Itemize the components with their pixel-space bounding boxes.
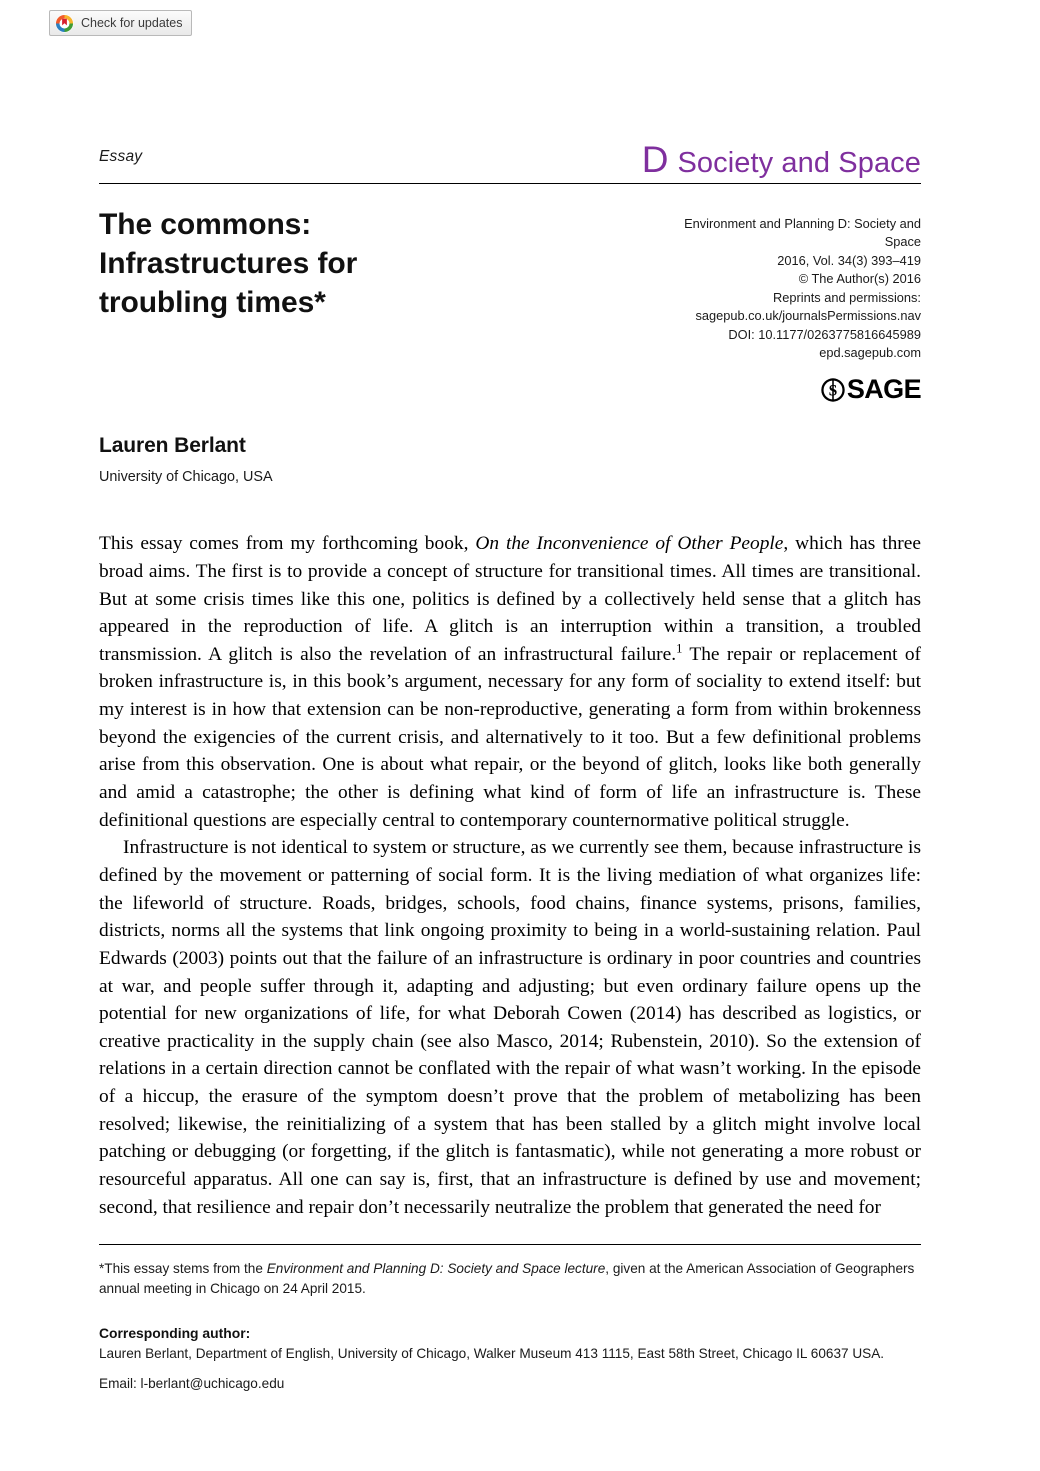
masthead-journal-line2: Space [884,234,921,250]
corresponding-author-email[interactable]: Email: l-berlant@uchicago.edu [99,1376,285,1392]
author-affiliation: University of Chicago, USA [99,468,273,485]
header-divider [99,183,921,184]
sage-publisher-logo [653,376,921,403]
journal-logo-letter-d: D [641,139,669,180]
masthead-doi[interactable]: DOI: 10.1177/0263775816645989 [728,326,921,342]
footnote-asterisk [99,1259,921,1299]
title-line-1: The commons: [99,208,312,241]
article-body [99,530,921,1221]
body-paragraph-1 [99,530,921,834]
masthead-volume: 2016, Vol. 34(3) 393–419 [777,252,921,268]
article-page [99,0,921,1394]
footnote-pre: *This essay stems from the [99,1261,267,1277]
p1-post-italic: , which has three broad aims. The first is to provide a concept of structure for transitional times. All times are transitional. But at some crisis times like this one, politics is defined by a collectively held sense that a glitch has appeared in the reproduction of life. A glitch is an interruption within a transition, a troubled transmission. A glitch is also the revelation of an infrastructural failure. [99,533,921,665]
svg-text:S: S [828,382,838,400]
p1-pre-italic: This essay comes from my forthcoming book, [99,533,476,555]
journal-masthead [653,205,921,403]
sage-logo-mark [820,376,921,403]
author-name: Lauren Berlant [99,434,246,458]
title-line-2: Infrastructures for [99,247,358,280]
title-line-3: troubling times* [99,286,326,319]
journal-logo-wordmark: Society and Space [677,147,921,179]
crossmark-icon [55,14,74,33]
masthead-journal-name [653,215,921,252]
masthead-site[interactable]: epd.sagepub.com [819,344,921,360]
masthead-copyright: © The Author(s) 2016 [798,271,921,287]
sage-wordmark: SAGE [846,374,921,405]
footnote-post: , given at the American Association of Geographers annual meeting in Chicago on 24 April 2015. [99,1261,915,1297]
journal-header [99,141,921,183]
journal-logo [642,141,921,178]
author-block [99,433,921,486]
p1-book-title: On the Inconvenience of Other People [475,533,784,555]
masthead-reprints-url[interactable]: sagepub.co.uk/journalsPermissions.nav [695,308,921,324]
footnote-divider [99,1244,921,1245]
footnote-marker-1[interactable]: 1 [676,641,683,656]
footnote-section [99,1259,921,1299]
sage-circle-s-icon [820,377,846,403]
footnote-lecture-title: Environment and Planning D: Society and Space lecture [266,1261,606,1277]
article-type-kicker: Essay [99,148,143,165]
title-and-masthead [99,205,921,403]
masthead-journal-line1: Environment and Planning D: Society and [684,216,921,231]
masthead-reprints-label: Reprints and permissions: [773,289,921,305]
p1-tail: The repair or replacement of broken infrastructure is, in this book’s argument, necessary for any form of sociality to extend itself: but my interest is in how that extension can be non-reproductive, generating a form from within brokenness beyond the exigencies of the current crisis, and alternatively to it too. But a few definitional problems arise from this observation. One is about what repair, or the beyond of glitch, looks like both generally and amid a catastrophe; the other is defining what kind of form of life an infrastructure is. These definitional questions are especially central to contemporary counternormative political struggle. [99,643,921,831]
body-paragraph-2: Infrastructure is not identical to system or structure, as we currently see them, because infrastructure is defined by the movement or patterning of social form. It is the living mediation of what organizes life: the lifeworld of structure. Roads, bridges, schools, food chains, finance systems, prisons, families, districts, norms all the systems that link ongoing proximity to being in a world-sustaining relation. Paul Edwards (2003) points out that the failure of an infrastructure is ordinary in poor countries and countries at war, and people suffer through it, adapting and adjusting; but even ordinary failure opens up the potential for new organizations of life, for what Deborah Cowen (2014) has described as logistics, or creative practicality in the supply chain (see also Masco, 2014; Rubenstein, 2010). So the extension of relations in a certain direction cannot be conflated with the repair of what wasn’t working. In the episode of a hiccup, the erasure of the symptom doesn’t prove that the problem of metabolizing has been resolved; likewise, the reinitializing of a system that has been stalled by a glitch might involve local patching or debugging (or forgetting, if the glitch is fantasmatic), while not generating a more robust or resourceful apparatus. All one can say is, first, that an infrastructure is defined by use and movement; second, that resilience and repair don’t necessarily neutralize the problem that generated the need for [99,837,921,1218]
corresponding-author-address: Lauren Berlant, Department of English, University of Chicago, Walker Museum 413 1115, East 58th Street, Chicago IL 60637 USA. [99,1346,885,1362]
check-for-updates-label: Check for updates [81,15,183,30]
corresponding-author-heading: Corresponding author: [99,1325,251,1342]
page-title [99,205,357,322]
